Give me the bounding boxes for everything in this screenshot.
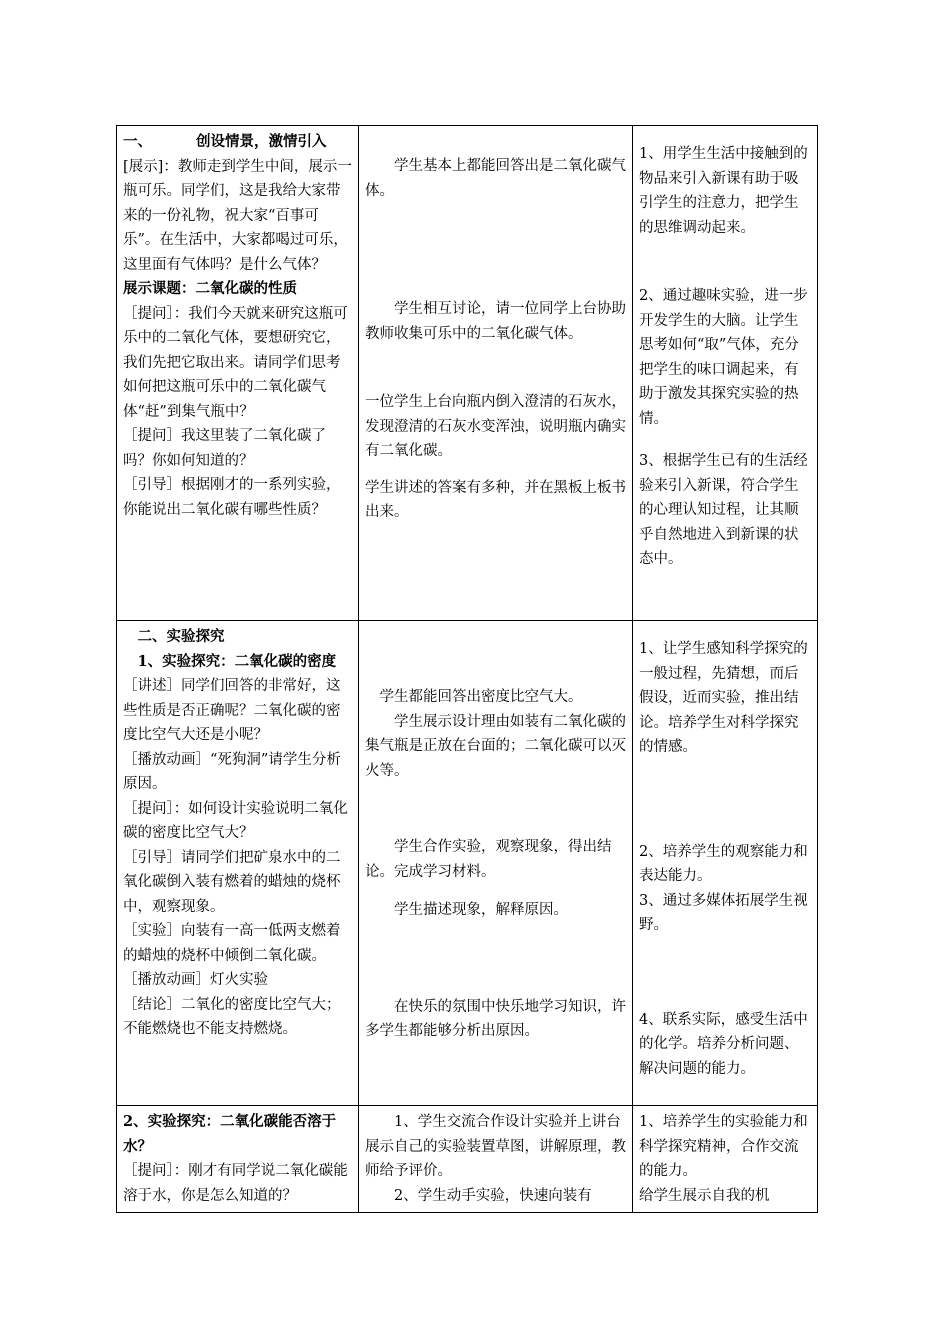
section-3-heading: 2、实验探究：二氧化碳能否溶于水？ <box>123 1113 337 1155</box>
section-1-guide: ［引导］根据刚才的一系列实验，你能说出二氧化碳有哪些性质？ <box>123 477 341 518</box>
section-1-display-text: [展示]：教师走到学生中间，展示一瓶可乐。同学们，这是我给大家带来的一份礼物，祝大家“百事可乐”。在生活中，大家都喝过可乐，这里面有气体吗？是什么气体？ <box>123 158 352 273</box>
section-1-student-4: 学生讲述的答案有多种，并在黑板上板书出来。 <box>365 479 626 520</box>
section-1-topic: 展示课题：二氧化碳的性质 <box>123 280 297 297</box>
section-2-lecture: ［讲述］同学们回答的非常好，这些性质是否正确呢？二氧化碳的密度比空气大还是小呢？ <box>123 678 341 743</box>
section-2-animation-2: ［播放动画］灯火实验 <box>123 972 268 988</box>
section-3-teacher-cell <box>117 1106 359 1213</box>
section-2-purpose-4: 4、联系实际，感受生活中的化学。培养分析问题、解决问题的能力。 <box>639 1011 808 1077</box>
section-2-guide: ［引导］请同学们把矿泉水中的二氧化碳倒入装有燃着的蜡烛的烧杯中，观察现象。 <box>123 849 341 915</box>
section-3-student-cell <box>359 1106 633 1213</box>
section-3-student-1: 1、学生交流合作设计实验并上讲台展示自己的实验装置草图，讲解原理，教师给予评价。 <box>365 1114 626 1179</box>
section-2-question: ［提问］：如何设计实验说明二氧化碳的密度比空气大？ <box>123 800 348 841</box>
section-2-animation-1: ［播放动画］“死狗洞”请学生分析原因。 <box>123 751 341 792</box>
section-1-student-cell <box>359 126 633 621</box>
section-2-student-4: 学生描述现象，解释原因。 <box>394 902 568 918</box>
section-2-purpose-3: 3、通过多媒体拓展学生视野。 <box>639 892 808 933</box>
lesson-plan-table <box>116 125 818 1213</box>
section-1-row <box>117 126 818 621</box>
section-2-row <box>117 621 818 1106</box>
section-2-student-3: 学生合作实验，观察现象，得出结论。完成学习材料。 <box>365 839 612 880</box>
section-3-student-2: 2、学生动手实验，快速向装有 <box>394 1187 592 1204</box>
section-2-teacher-cell <box>117 621 359 1106</box>
section-3-purpose-cell <box>633 1106 818 1213</box>
section-2-student-2: 学生展示设计理由如装有二氧化碳的集气瓶是正放在台面的；二氧化碳可以灭火等。 <box>365 713 626 779</box>
section-1-student-2: 学生相互讨论，请一位同学上台协助教师收集可乐中的二氧化碳气体。 <box>365 301 626 342</box>
section-3-purpose-2: 给学生展示自我的机 <box>639 1187 770 1204</box>
section-2-student-cell <box>359 621 633 1106</box>
section-1-heading: 一、 创设情景，激情引入 <box>123 133 327 150</box>
section-1-student-1: 学生基本上都能回答出是二氧化碳气体。 <box>365 158 626 199</box>
section-2-purpose-cell <box>633 621 818 1106</box>
section-2-student-5: 在快乐的氛围中快乐地学习知识，许多学生都能够分析出原因。 <box>365 998 626 1039</box>
section-3-purpose-1: 1、培养学生的实验能力和科学探究精神，合作交流的能力。 <box>639 1114 808 1179</box>
section-2-heading: 二、实验探究 <box>137 628 225 645</box>
section-1-purpose-1: 1、用学生生活中接触到的物品来引入新课有助于吸引学生的注意力，把学生的思维调动起来。 <box>639 146 808 236</box>
section-2-conclusion: ［结论］二氧化的密度比空气大；不能燃烧也不能支持燃烧。 <box>123 996 341 1037</box>
section-2-subheading: 1、实验探究：二氧化碳的密度 <box>137 652 337 670</box>
section-3-question: ［提问］：刚才有同学说二氧化碳能溶于水，你是怎么知道的？ <box>123 1163 348 1204</box>
section-1-purpose-2: 2、通过趣味实验，进一步开发学生的大脑。让学生思考如何“取”气体，充分把学生的味口调起来，有助于激发其探究实验的热情。 <box>639 288 808 427</box>
section-1-question-1: ［提问］：我们今天就来研究这瓶可乐中的二氧化气体，要想研究它，我们先把它取出来。请同学们思考如何把这瓶可乐中的二氧化碳气体“赶”到集气瓶中？ <box>123 305 348 420</box>
section-2-purpose-1: 1、让学生感知科学探究的一般过程，先猜想，而后假设，近而实验，推出结论。培养学生对科学探究的情感。 <box>639 641 808 755</box>
section-3-row <box>117 1106 818 1213</box>
section-2-experiment: ［实验］向装有一高一低两支燃着的蜡烛的烧杯中倾倒二氧化碳。 <box>123 923 341 964</box>
section-1-purpose-3: 3、根据学生已有的生活经验来引入新课，符合学生的心理认知过程，让其顺乎自然地进入到新课的状态中。 <box>639 453 808 567</box>
section-2-student-1: 学生都能回答出密度比空气大。 <box>379 689 583 705</box>
section-1-purpose-cell <box>633 126 818 621</box>
section-2-purpose-2: 2、培养学生的观察能力和表达能力。 <box>639 843 808 884</box>
section-1-teacher-cell <box>117 126 359 621</box>
section-1-question-2: ［提问］我这里装了二氧化碳了吗？你如何知道的？ <box>123 428 326 469</box>
section-1-student-3: 一位学生上台向瓶内倒入澄清的石灰水，发现澄清的石灰水变浑浊，说明瓶内确实有二氧化碳。 <box>365 394 626 459</box>
